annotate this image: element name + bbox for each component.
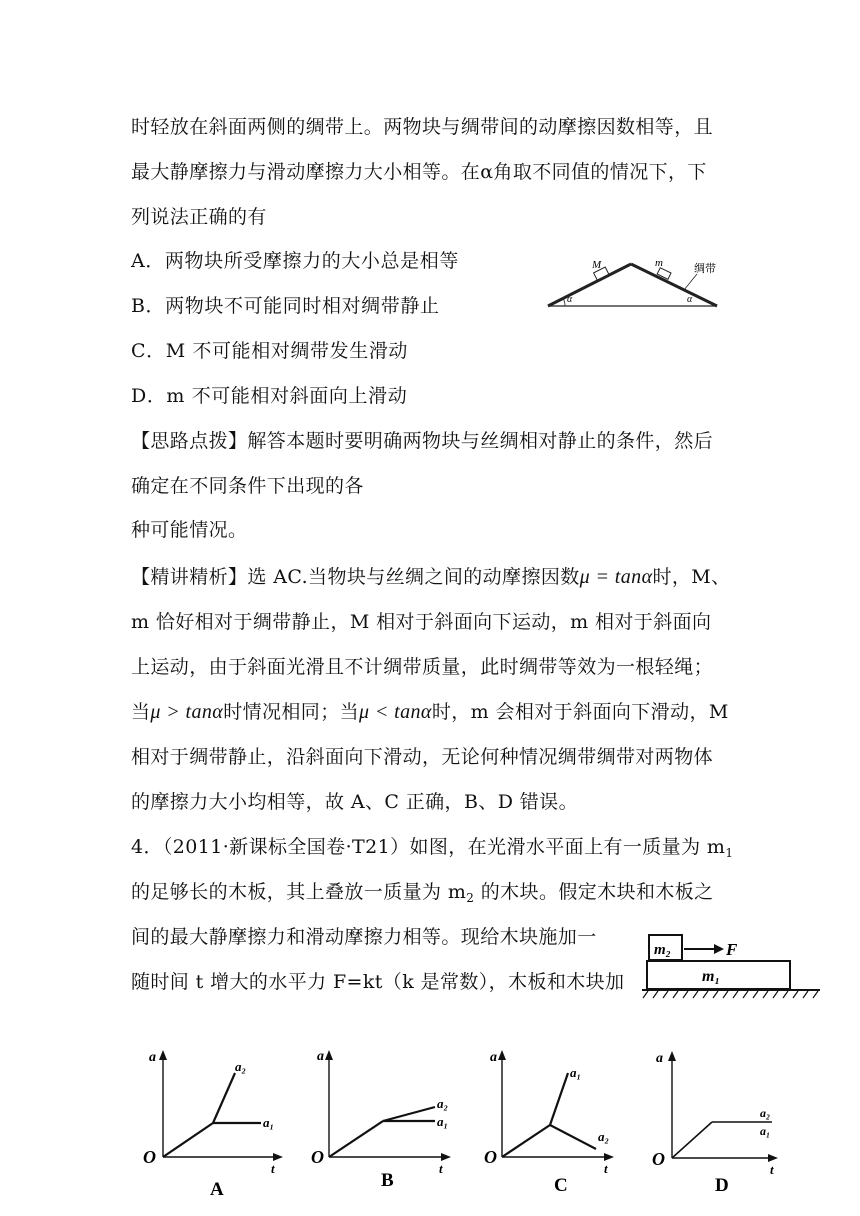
graph-c bbox=[480, 1045, 640, 1205]
analysis-text: 【精讲精析】选 AC.当物块与丝绸之间的动摩擦因数 bbox=[131, 566, 580, 588]
graph-label: C bbox=[554, 1175, 568, 1196]
x-axis-label: t bbox=[439, 1161, 443, 1176]
paragraph-line: 时轻放在斜面两侧的绸带上。两物块与绸带间的动摩擦因数相等，且 bbox=[131, 116, 714, 138]
upper-branch bbox=[213, 1073, 235, 1123]
graph-label: D bbox=[715, 1175, 729, 1196]
analysis-line: m 恰好相对于绸带静止，M 相对于斜面向下运动，m 相对于斜面向 bbox=[131, 611, 712, 633]
question4-line: 随时间 t 增大的水平力 F=kt（k 是常数），木板和木块加 bbox=[131, 971, 625, 993]
hint-line: 【思路点拨】解答本题时要明确两物块与丝绸相对静止的条件，然后 bbox=[131, 430, 714, 452]
upper-line-label: a₂ bbox=[235, 1059, 247, 1074]
analysis-line bbox=[131, 565, 731, 589]
formula-mu-gt-tan: μ > tanα bbox=[150, 701, 224, 723]
lower-line-label: a₁ bbox=[437, 1114, 449, 1129]
analysis-line: 的摩擦力大小均相等，故 A、C 正确，B、D 错误。 bbox=[131, 791, 578, 813]
band-pointer-line bbox=[684, 274, 697, 290]
common-line bbox=[672, 1122, 712, 1158]
analysis-text: 时，m 会相对于斜面向下滑动，M bbox=[431, 701, 729, 723]
option-d: D．m 不可能相对斜面向上滑动 bbox=[131, 385, 408, 407]
lower-branch bbox=[550, 1125, 596, 1149]
x-axis-label: t bbox=[770, 1162, 774, 1177]
option-c: C．M 不可能相对绸带发生滑动 bbox=[131, 340, 409, 362]
label-band: 绸带 bbox=[694, 263, 716, 275]
graph-label: A bbox=[210, 1179, 224, 1200]
analysis-text: 时，M、 bbox=[652, 566, 731, 588]
label-m: m bbox=[655, 257, 663, 269]
lower-line-label: a₁ bbox=[760, 1124, 771, 1138]
paragraph-line: 列说法正确的有 bbox=[131, 206, 267, 228]
question4-text: 的木块。假定木块和木板之 bbox=[474, 881, 714, 903]
label-F: F bbox=[726, 940, 738, 959]
block-figure bbox=[640, 925, 822, 1000]
common-line bbox=[163, 1123, 213, 1157]
lower-line-label: a₂ bbox=[598, 1129, 610, 1144]
hint-line: 确定在不同条件下出现的各 bbox=[131, 475, 364, 497]
lower-line-label: a₁ bbox=[263, 1115, 275, 1130]
graph-b bbox=[305, 1040, 465, 1200]
subscript: 1 bbox=[725, 846, 734, 860]
incline-figure bbox=[545, 252, 725, 312]
graph-a bbox=[135, 1045, 295, 1205]
y-axis-arrow bbox=[498, 1050, 506, 1060]
analysis-line: 上运动，由于斜面光滑且不计绸带质量，此时绸带等效为一根轻绳； bbox=[131, 656, 714, 678]
analysis-text: 当 bbox=[131, 701, 151, 723]
origin-label: O bbox=[484, 1147, 497, 1167]
analysis-line bbox=[131, 700, 729, 724]
y-axis-label: a bbox=[149, 1050, 156, 1065]
common-line bbox=[502, 1125, 550, 1157]
analysis-line: 相对于绸带静止，沿斜面向下滑动，无论何种情况绸带绸带对两物体 bbox=[131, 746, 714, 768]
origin-label: O bbox=[143, 1147, 156, 1167]
label-m2: m₂ bbox=[654, 942, 671, 958]
upper-branch bbox=[383, 1107, 435, 1121]
label-alpha-left: α bbox=[567, 294, 573, 305]
y-axis-label: a bbox=[656, 1051, 663, 1066]
formula-mu-eq-tan: μ = tanα bbox=[579, 566, 653, 588]
upper-line-label: a₂ bbox=[760, 1106, 771, 1120]
label-alpha-right: α bbox=[687, 294, 693, 305]
graph-d bbox=[650, 1045, 810, 1205]
y-axis-label: a bbox=[317, 1049, 324, 1064]
question4-text: 4．（2011·新课标全国卷·T21）如图，在光滑水平面上有一质量为 m bbox=[131, 836, 726, 858]
upper-branch bbox=[550, 1073, 568, 1125]
common-line bbox=[329, 1121, 383, 1157]
origin-label: O bbox=[311, 1147, 324, 1167]
question4-line bbox=[131, 880, 714, 910]
y-axis-label: a bbox=[490, 1050, 497, 1065]
paragraph-line: 最大静摩擦力与滑动摩擦力大小相等。在α角取不同值的情况下，下 bbox=[131, 161, 707, 183]
hint-line: 种可能情况。 bbox=[131, 519, 248, 541]
question4-text: 的足够长的木板，其上叠放一质量为 m bbox=[131, 881, 467, 903]
x-axis-arrow bbox=[441, 1153, 451, 1161]
upper-line-label: a₁ bbox=[570, 1065, 582, 1080]
option-a: A．两物块所受摩擦力的大小总是相等 bbox=[131, 250, 459, 272]
x-axis-label: t bbox=[271, 1161, 275, 1176]
upper-line-label: a₂ bbox=[437, 1096, 449, 1111]
ground-hatch bbox=[643, 991, 818, 998]
x-axis-arrow bbox=[273, 1153, 283, 1161]
question4-line bbox=[131, 835, 733, 865]
label-M: M bbox=[592, 259, 602, 271]
option-b: B．两物块不可能同时相对绸带静止 bbox=[131, 295, 440, 317]
formula-mu-lt-tan: μ < tanα bbox=[359, 701, 432, 723]
origin-label: O bbox=[652, 1149, 665, 1169]
x-axis-arrow bbox=[604, 1153, 614, 1161]
incline-left-side bbox=[548, 264, 631, 306]
x-axis-label: t bbox=[604, 1161, 608, 1176]
force-arrow-head bbox=[714, 944, 724, 954]
analysis-text: 时情况相同；当 bbox=[223, 701, 360, 723]
y-axis-arrow bbox=[325, 1050, 333, 1060]
subscript: 2 bbox=[466, 891, 475, 905]
label-m1: m₁ bbox=[702, 968, 721, 985]
x-axis-arrow bbox=[768, 1154, 778, 1162]
y-axis-arrow bbox=[159, 1050, 167, 1060]
question4-line: 间的最大静摩擦力和滑动摩擦力相等。现给木块施加一 bbox=[131, 926, 597, 948]
y-axis-arrow bbox=[668, 1051, 676, 1061]
graph-label: B bbox=[381, 1170, 394, 1191]
